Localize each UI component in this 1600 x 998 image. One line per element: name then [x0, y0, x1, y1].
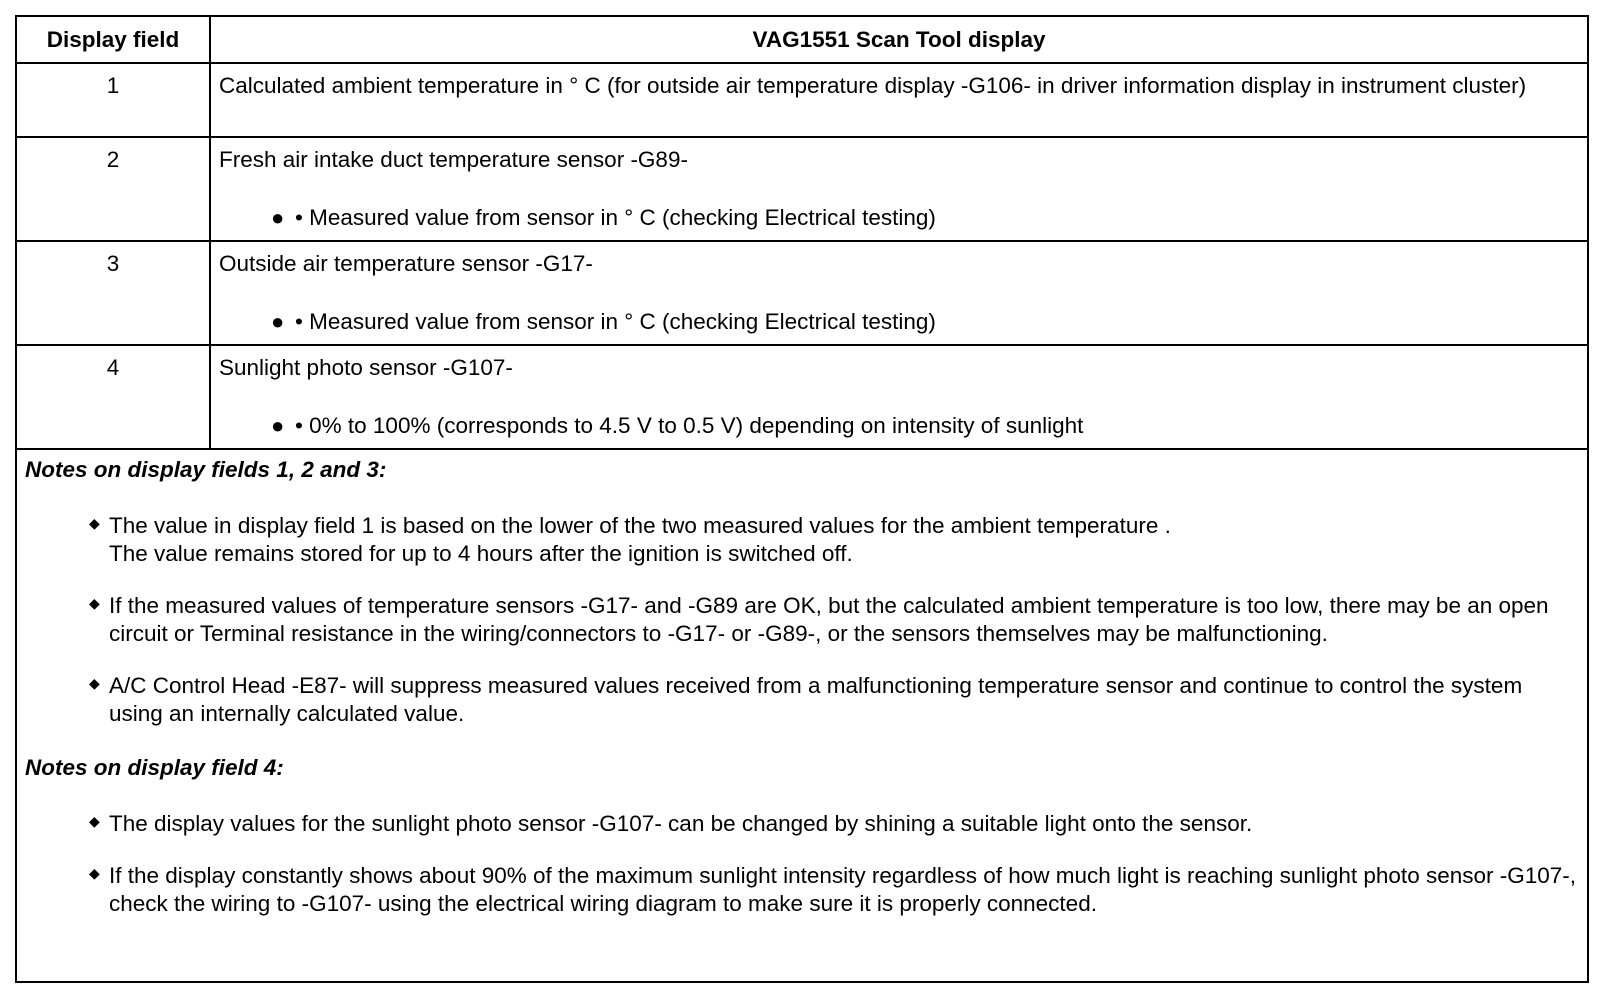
- description-text: Calculated ambient temperature in ° C (for outside air temperature display -G106- in driver information display in instrument cluster): [219, 73, 1527, 98]
- diamond-bullet-icon: ◆: [89, 865, 100, 881]
- note-item: [25, 810, 1579, 838]
- table-row: [17, 241, 1587, 345]
- table-header-row: [17, 17, 1587, 63]
- sub-bullet-text: • 0% to 100% (corresponds to 4.5 V to 0.5 V) depending on intensity of sunlight: [295, 413, 1084, 438]
- note-line: The value remains stored for up to 4 hours after the ignition is switched off.: [109, 541, 853, 566]
- notes-heading-field-4: Notes on display field 4:: [25, 755, 284, 780]
- sub-bullet: [219, 308, 1579, 336]
- field-description: [210, 345, 1587, 449]
- notes-heading-fields-1-3: Notes on display fields 1, 2 and 3:: [25, 457, 387, 482]
- diamond-bullet-icon: ◆: [89, 595, 100, 611]
- note-line: A/C Control Head -E87- will suppress measured values received from a malfunctioning temperature sensor and continue to control the system using an internally calculated value.: [109, 673, 1523, 726]
- description-text: Sunlight photo sensor -G107-: [219, 355, 513, 380]
- bullet-icon: ●: [271, 205, 285, 230]
- header-display-field: Display field: [17, 17, 210, 63]
- diamond-bullet-icon: ◆: [89, 515, 100, 531]
- diamond-bullet-icon: ◆: [89, 675, 100, 691]
- notes-section: [17, 450, 1587, 924]
- note-line: The value in display field 1 is based on the lower of the two measured values for the ambient temperature .: [109, 513, 1171, 538]
- header-scan-tool-display: VAG1551 Scan Tool display: [210, 17, 1587, 63]
- sub-bullet: [219, 412, 1579, 440]
- field-number: 3: [17, 241, 210, 345]
- document-page: [15, 15, 1589, 983]
- diamond-bullet-icon: ◆: [89, 813, 100, 829]
- note-item: [25, 672, 1579, 728]
- note-item: [25, 512, 1579, 568]
- description-text: Fresh air intake duct temperature sensor -G89-: [219, 147, 688, 172]
- table-row: [17, 63, 1587, 137]
- table-row: [17, 137, 1587, 241]
- notes-list: [25, 810, 1579, 918]
- notes-list: [25, 512, 1579, 728]
- note-line: If the measured values of temperature sensors -G17- and -G89 are OK, but the calculated ambient temperature is too low, there may be an open circuit or Terminal resistance in the wiring/connectors to -G17- or -G89-, or the sensors themselves may be malfunctioning.: [109, 593, 1549, 646]
- sub-bullet-text: • Measured value from sensor in ° C (checking Electrical testing): [295, 205, 936, 230]
- description-text: Outside air temperature sensor -G17-: [219, 251, 593, 276]
- note-line: The display values for the sunlight photo sensor -G107- can be changed by shining a suitable light onto the sensor.: [109, 811, 1253, 836]
- bullet-icon: ●: [271, 413, 285, 438]
- note-item: [25, 592, 1579, 648]
- sub-bullet: [219, 204, 1579, 232]
- field-number: 4: [17, 345, 210, 449]
- note-item: [25, 862, 1579, 918]
- bullet-icon: ●: [271, 309, 285, 334]
- field-description: [210, 137, 1587, 241]
- field-number: 2: [17, 137, 210, 241]
- field-number: 1: [17, 63, 210, 137]
- field-description: [210, 241, 1587, 345]
- table-row: [17, 345, 1587, 449]
- field-description: [210, 63, 1587, 137]
- note-line: If the display constantly shows about 90% of the maximum sunlight intensity regardless of how much light is reaching sunlight photo sensor -G107-, check the wiring to -G107- using the electrical wiring diagram to make sure it is properly connected.: [109, 863, 1577, 916]
- scan-tool-table: [17, 17, 1587, 450]
- sub-bullet-text: • Measured value from sensor in ° C (checking Electrical testing): [295, 309, 936, 334]
